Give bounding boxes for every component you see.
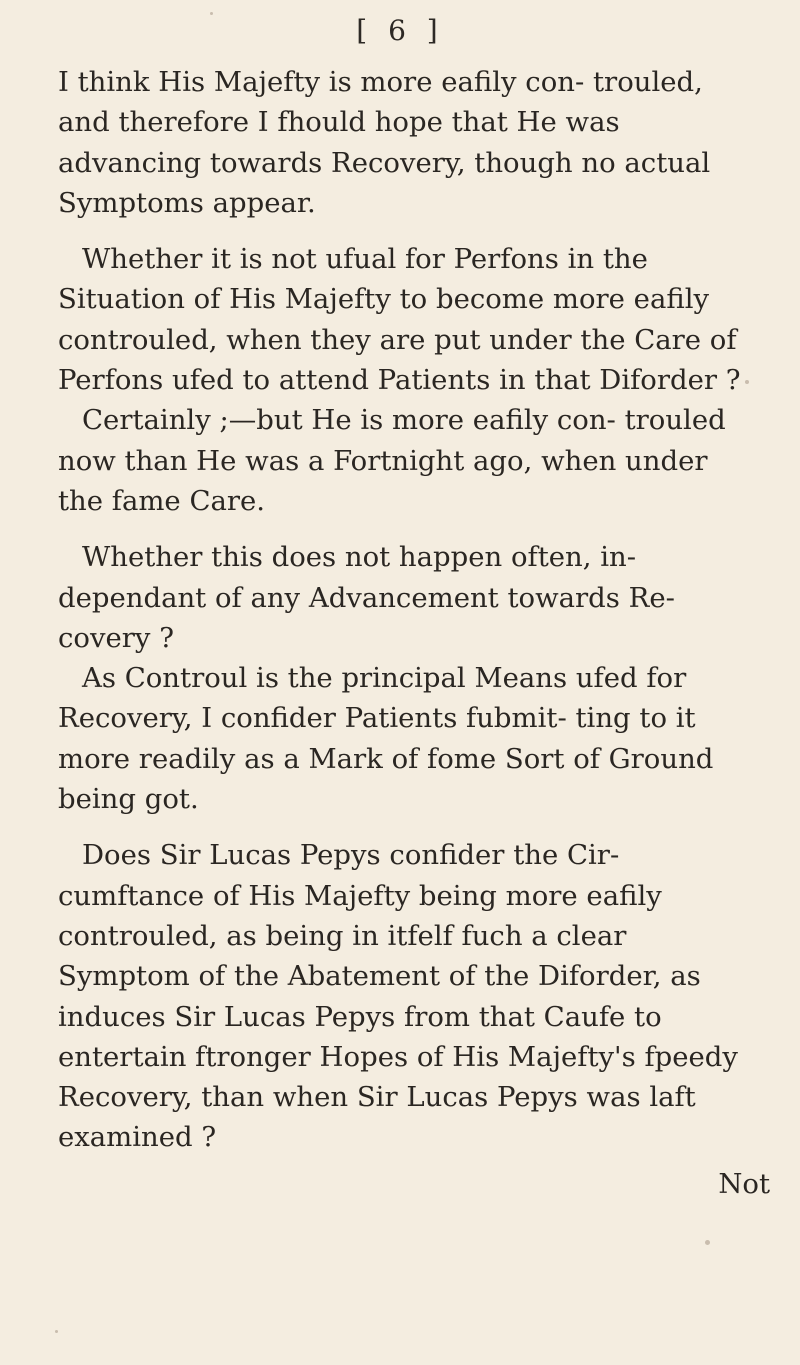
paragraph-4: Whether this does not happen often, in- dependant of any Advancement towards Re- covery ? (58, 541, 675, 654)
paragraph-2: Whether it is not ufual for Perfons in the Situation of His Majefty to become more eafily controuled, when they are put under the Care of Perfons ufed to attend Patients in that Diforder ? (58, 243, 741, 397)
paragraph-gap (58, 223, 758, 239)
page-number: [ 6 ] (356, 14, 444, 47)
paper-speck (705, 1240, 710, 1245)
paragraph-gap (58, 819, 758, 835)
paragraph-3: Certainly ;—but He is more eafily con- trouled now than He was a Fortnight ago, when under the fame Care. (58, 404, 726, 517)
paragraph-1: I think His Majefty is more eafily con- trouled, and therefore I fhould hope that He was advancing towards Recovery, though no actual Symptoms appear. (58, 66, 711, 219)
paragraph-5: As Controul is the principal Means ufed for Recovery, I confider Patients fubmit- ting to it more readily as a Mark of fome Sort of Ground being got. (58, 662, 714, 816)
paragraph-gap (58, 521, 758, 537)
paper-speck (55, 1330, 58, 1333)
paper-speck (745, 380, 749, 384)
paragraph-6: Does Sir Lucas Pepys confider the Cir- cumftance of His Majefty being more eafily controuled, as being in itfelf fuch a clear Symptom of the Abatement of the Diforder, as induces Sir Lucas Pepys from that Caufe to entertain ftronger Hopes of His Majefty's fpeedy Recovery, than when Sir Lucas Pepys was laft examined ? (58, 839, 738, 1154)
page-text (58, 62, 758, 1158)
paper-speck (210, 12, 213, 15)
catchword: Not (718, 1168, 770, 1200)
